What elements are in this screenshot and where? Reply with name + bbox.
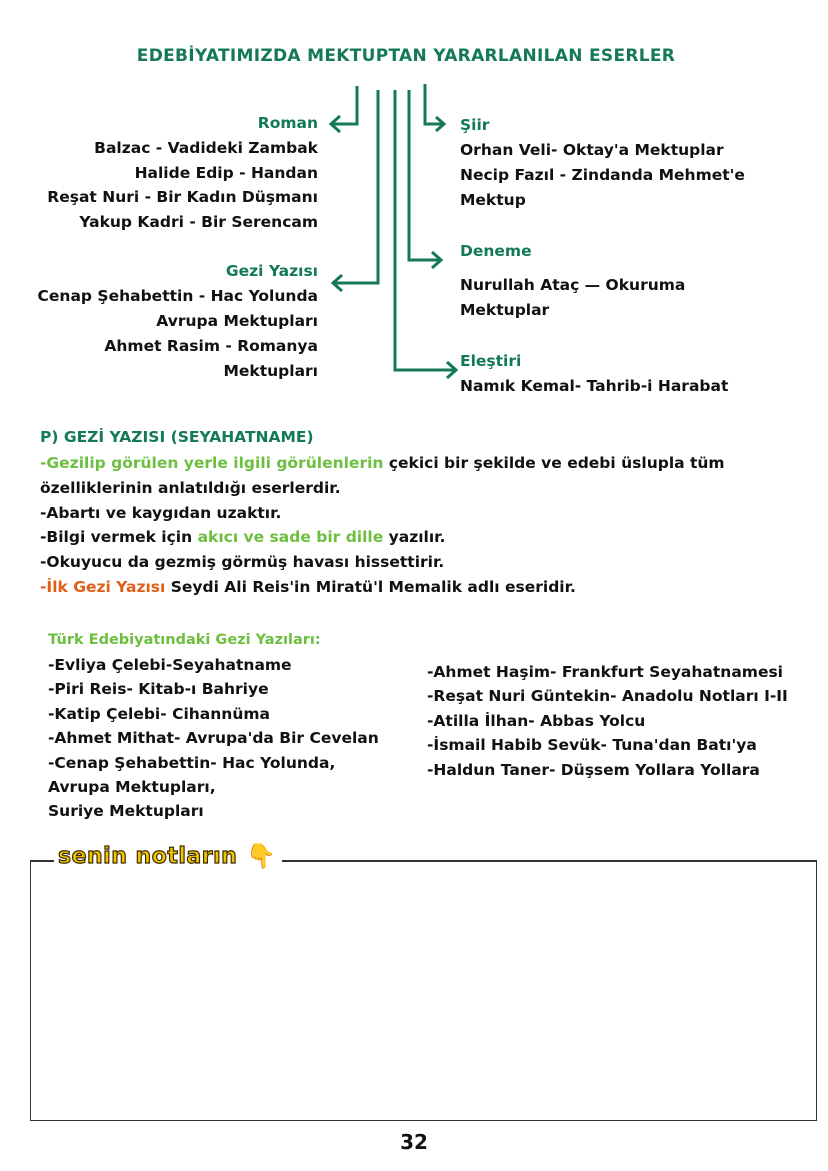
list-item: Ahmet Rasim - Romanya <box>104 337 318 355</box>
text: yazılır. <box>383 528 446 546</box>
list-item: Orhan Veli- Oktay'a Mektuplar <box>460 141 724 159</box>
page-number: 32 <box>400 1130 428 1154</box>
section-line: -Abartı ve kaygıdan uzaktır. <box>40 504 282 522</box>
section-line: özelliklerinin anlatıldığı eserlerdir. <box>40 479 341 497</box>
highlight: -İlk Gezi Yazısı <box>40 578 166 596</box>
work-item: Suriye Mektupları <box>48 802 204 820</box>
work-item: -Piri Reis- Kitab-ı Bahriye <box>48 680 269 698</box>
highlight: akıcı ve sade bir dille <box>197 528 384 546</box>
gezi-heading: Gezi Yazısı <box>225 262 318 280</box>
list-item: Mektuplar <box>460 301 550 319</box>
work-item: -Haldun Taner- Düşsem Yollara Yollara <box>427 761 760 779</box>
work-item: -Reşat Nuri Güntekin- Anadolu Notları I-II <box>427 687 788 705</box>
section-line: -Okuyucu da gezmiş görmüş havası hissettirir. <box>40 553 445 571</box>
list-item: Cenap Şehabettin - Hac Yolunda <box>37 287 318 305</box>
list-item: Namık Kemal- Tahrib-i Harabat <box>460 377 729 395</box>
section-line <box>40 575 576 600</box>
deneme-heading: Deneme <box>460 242 532 260</box>
notes-label: senin notların <box>58 844 238 869</box>
list-item: Yakup Kadri - Bir Serencam <box>79 213 318 231</box>
list-item: Halide Edip - Handan <box>134 164 318 182</box>
arrow-roman <box>331 86 357 132</box>
notes-area[interactable] <box>30 860 817 1121</box>
list-item: Reşat Nuri - Bir Kadın Düşmanı <box>47 188 318 206</box>
page-title: EDEBİYATIMIZDA MEKTUPTAN YARARLANILAN ESERLER <box>136 46 676 66</box>
work-item: -Cenap Şehabettin- Hac Yolunda, <box>48 754 336 772</box>
text: -Bilgi vermek için <box>40 528 198 546</box>
list-item: Avrupa Mektupları <box>156 312 318 330</box>
work-item: -Ahmet Haşim- Frankfurt Seyahatnamesi <box>427 663 783 681</box>
arrow-elestiri <box>395 90 456 378</box>
roman-heading: Roman <box>257 114 318 132</box>
text: Seydi Ali Reis'in Miratü'l Memalik adlı eseridir. <box>165 578 576 596</box>
pointing-hand-icon: 👇 <box>246 842 276 870</box>
work-item: Avrupa Mektupları, <box>48 778 216 796</box>
elestiri-heading: Eleştiri <box>460 352 522 370</box>
section-heading: P) GEZİ YAZISI (SEYAHATNAME) <box>40 428 314 446</box>
arrow-siir <box>425 84 444 131</box>
list-item: Mektupları <box>223 362 318 380</box>
highlight: -Gezilip görülen yerle ilgili görülenlerin <box>40 454 384 472</box>
work-item: -Evliya Çelebi-Seyahatname <box>48 656 292 674</box>
divider <box>282 860 816 862</box>
work-item: -Katip Çelebi- Cihannüma <box>48 705 270 723</box>
list-item: Nurullah Ataç — Okuruma <box>460 276 686 294</box>
list-item: Mektup <box>460 191 526 209</box>
works-heading: Türk Edebiyatındaki Gezi Yazıları: <box>48 632 321 648</box>
list-item: Necip Fazıl - Zindanda Mehmet'e <box>460 166 745 184</box>
work-item: -İsmail Habib Sevük- Tuna'dan Batı'ya <box>427 736 757 754</box>
list-item: Balzac - Vadideki Zambak <box>94 139 318 157</box>
siir-heading: Şiir <box>460 116 490 134</box>
text: çekici bir şekilde ve edebi üslupla tüm <box>383 454 725 472</box>
work-item: -Atilla İlhan- Abbas Yolcu <box>427 712 646 730</box>
divider <box>30 860 54 862</box>
work-item: -Ahmet Mithat- Avrupa'da Bir Cevelan <box>48 729 379 747</box>
section-line <box>40 451 725 476</box>
section-line <box>40 525 446 550</box>
